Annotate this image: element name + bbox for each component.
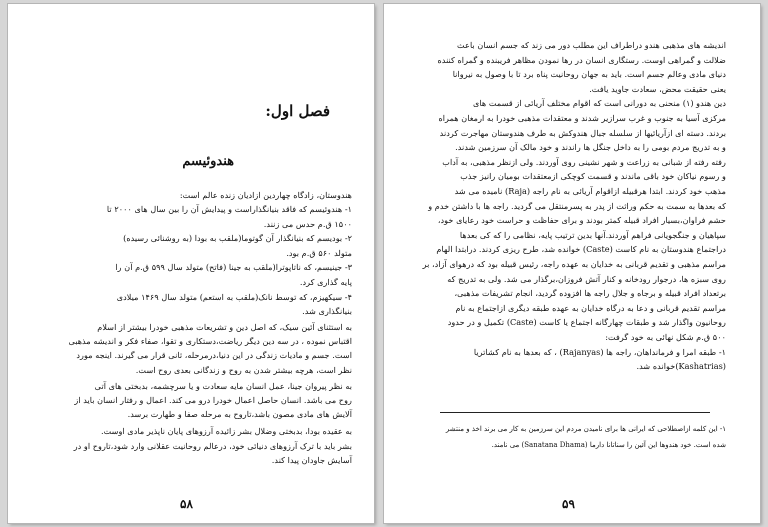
- text-line: به نظر پیروان جینا، عمل انسان مایه سعادت و یا سرچشمه، بدبختی های آتی: [94, 381, 352, 391]
- text-line: مذهب خود کردند. ابتدا هرقبیله ازاقوام آریائی به نام راجه (Raja) نامیده می شد: [454, 186, 726, 196]
- footnote-line: شده است. خود هندوها این آئین را سناتانا دارما (Sanatana Dhama) می نامند.: [491, 441, 726, 449]
- text-line: دراجتماع هندوستان به نام کاست (Caste) خوانده شد، طرح ریزی کردند. درابتدا الهام: [436, 244, 726, 255]
- left-page: [8, 4, 374, 523]
- text-line: مراسم مذهبی و تقدیم قربانی به خدایان به عهده راجه، رئیس قبیله بود که درهوای آزاد، بر: [422, 259, 726, 269]
- text-line: است. جسم و مادیات زندگی در این دنیا،درمرحله، ثانی قرار می گیرند. اینجه مورد: [76, 350, 352, 360]
- text-line: روح می باشد. انسان حاصل اعمال خودرا درو می کند. اعمال و رفتار انسان باید از: [74, 395, 352, 405]
- text-line: ۳- جینیسم، که ناتاپوترا(ملقب به جینا (فاتح) متولد سال ۵۹۹ ق.م آن را: [115, 262, 352, 272]
- text-line: آلایش های مادی مصون باشد،تاروح به مرحله صفا و طهارت برسد.: [127, 409, 352, 419]
- chapter-title: فصل اول:: [265, 102, 330, 120]
- text-line: مرکزی آسیا به جنوب و غرب سرازیر شدند و معتقدات مذهبی خودرا به ارمغان همراه: [438, 113, 726, 123]
- text-line: روحانیون واگذار شد و طبقات چهارگانه اجتماع یا کاست (Caste) تکمیل و در حدود: [447, 317, 726, 328]
- text-line: نظر است، هرچه بیشتر شدن به روح و زندگانی بعدی روح است.: [135, 365, 352, 375]
- text-line: ضلالت و گمراهی اوست. رستگاری انسان در رها نمودن مظاهر فریبنده و گمراه کننده: [437, 54, 726, 65]
- text-line: (Kashatrias)خوانده شد.: [636, 361, 726, 372]
- text-line: حشم فراوان،بسیار افراد قبیله کمتر بودند و برای حفاظت و حراست خود رعایای خود،: [437, 215, 726, 226]
- text-line: اندیشه های مذهبی هندو دراطراف این مطلب دور می زند که جسم انسان باعث: [457, 40, 726, 50]
- text-line: پایه گذاری کرد.: [299, 277, 352, 287]
- right-page: [384, 4, 760, 523]
- text-line: به عقیده بودا، بدبختی وضلال بشر زائیده آرزوهای پایان ناپذیر مادی اوست.: [100, 426, 352, 436]
- text-line: متولد ۵۶۰ ق.م بود.: [286, 248, 352, 258]
- text-line: ۲- بودیسم که بنیانگذار آن گوتوما(ملقب به بودا (به روشنائی رسیده): [123, 233, 352, 243]
- text-line: بردند. دسته ای ازآریائیها از سلسله جبال هندوکش به طرف هندوستان مهاجرت کردند: [439, 127, 726, 138]
- page-number-left: ۵۸: [180, 497, 193, 511]
- page-number-right: ۵۹: [562, 497, 575, 511]
- text-line: آسایش جاودان پیدا کند.: [271, 455, 352, 465]
- text-line: دین هندو (۱) منحنی به دورانی است که اقوام مختلف آریائی از قسمت های: [473, 98, 726, 109]
- text-line: بنیانگذاری شد.: [302, 306, 352, 316]
- text-line: ۱- طبقه امرا و فرمانداهان، راجه ها (Rajanyas) ، که بعدها به نام کشاتریا: [473, 346, 726, 357]
- text-line: مراسم تقدیم قربانی و دعا به درگاه خدایان به عهده طبقه دیگری ازاجتماع به نام: [455, 302, 726, 313]
- text-line: که بعدها به سمت به حکم وراثت از پدر به پسرمنتقل می گردید. راجه ها با داشتن خدم و: [428, 200, 726, 211]
- text-line: برتعداد افراد قبیله و برجاه و جلال راجه ها افزوده گردید، انجام تشریفات مذهبی،: [454, 288, 726, 299]
- text-line: رفته رفته از شبانی به زراعت و شهر نشینی روی آوردند. ولی ازنظر مذهبی، به آداب: [442, 156, 726, 167]
- text-line: یعنی حقیقت محض، سعادت جاوید یافت.: [589, 83, 726, 94]
- text-line: ۱- هندوئیسم که فاقد بنیانگذاراست و پیدایش آن را بین سال های ۲۰۰۰ تا: [106, 204, 352, 214]
- text-line: و به تدریج مردم بومی را به داخل جنگل ها راندند و خود مالک آن سرزمین شدند.: [455, 142, 726, 153]
- footnote-line: ۱- این کلمه ازاصطلاحی که ایرانی ها برای نامیدن مردم این سرزمین به کار می برند اخذ و منتشر: [445, 425, 726, 433]
- text-line: ۵۰۰ ق.م شکل نهائی به خود گرفت:: [605, 332, 726, 342]
- text-line: روی سبزه ها، درجوار رودخانه و کنار آتش فروزان،برگذار می شد. ولی به تدریج که: [447, 273, 726, 284]
- text-line: بشر باید با ترک آرزوهای دنیائی خود، درعالم روحانیت عقلانی وارد شود،تاروح او در: [73, 441, 352, 451]
- text-line: به استثنای آئین سیک، که اصل دین و تشریعات مذهبی خودرا بیشتر از اسلام: [97, 322, 352, 332]
- section-title: هندوئیسم: [182, 154, 234, 169]
- footnote-divider: [440, 412, 710, 413]
- text-line: اقتباس نموده ، در سه دین دیگر ریاضت،دستکاری و تقوا، صفاء فکر و اندیشه مذهبی: [68, 336, 352, 346]
- text-line: ۴- سیکهیزم، که توسط نانک(ملقب به استعم) متولد سال ۱۴۶۹ میلادی: [116, 292, 352, 302]
- text-line: دنیای مادی وعالم جسم است. باید به جهان روحانیت پناه برد تا با وصول به نیروانا: [452, 69, 726, 80]
- text-line: هندوستان، زادگاه چهاردین ازادیان زنده عالم است:: [179, 190, 352, 200]
- text-line: و رسوم نیاکان خود باقی ماندند و قسمت کوچکی ازمعتقدات بومیان رانیز جذب: [460, 171, 726, 182]
- text-line: ۱۵۰۰ ق.م حدس می زنند.: [263, 219, 352, 229]
- text-line: سپاهیان و جنگجویانی فراهم آوردند.آنها بدین ترتیب پایه، نظامی را که کی بعدها: [459, 229, 726, 240]
